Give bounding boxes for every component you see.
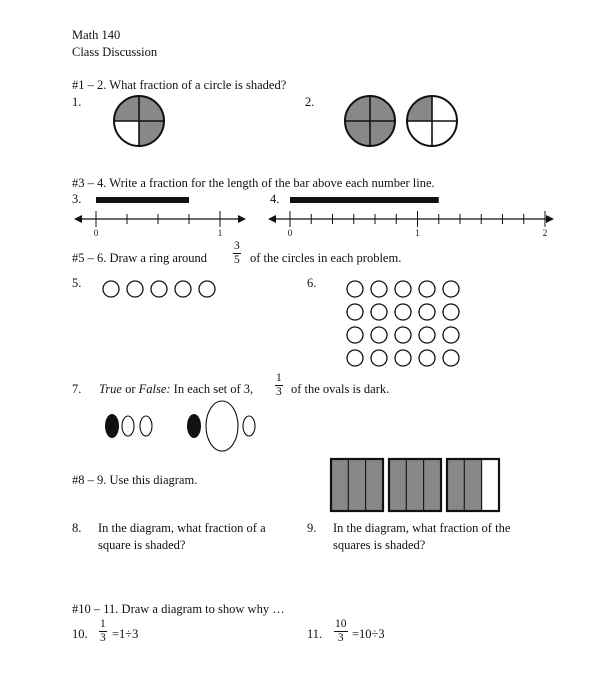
arrow-right bbox=[238, 215, 246, 223]
question-10-11-prompt: #10 – 11. Draw a diagram to show why … bbox=[72, 602, 285, 616]
question-6-number: 6. bbox=[307, 276, 317, 290]
fraction-circle-2a bbox=[345, 96, 395, 146]
question-8-text-line1: In the diagram, what fraction of a bbox=[98, 521, 266, 535]
grid-circle bbox=[419, 304, 435, 320]
question-10-equation: =1÷3 bbox=[112, 627, 139, 641]
arrow-left bbox=[268, 215, 276, 223]
grid-circle bbox=[371, 281, 387, 297]
shaded-strip bbox=[464, 459, 481, 511]
shaded-strip bbox=[331, 459, 348, 511]
fraction-numerator: 3 bbox=[234, 240, 240, 252]
course-title: Math 140 bbox=[72, 28, 121, 42]
question-3-number: 3. bbox=[72, 192, 82, 206]
shaded-strip bbox=[406, 459, 423, 511]
grid-circle bbox=[443, 281, 459, 297]
fraction-denominator: 3 bbox=[100, 631, 106, 644]
question-8-text-line2: square is shaded? bbox=[98, 538, 186, 552]
question-10-number: 10. bbox=[72, 627, 88, 641]
fraction-circles bbox=[114, 96, 457, 146]
page-subtitle: Class Discussion bbox=[72, 45, 158, 59]
fraction-denominator: 3 bbox=[337, 631, 344, 644]
question-2-number: 2. bbox=[305, 95, 315, 109]
question-7-text-start: In each set of 3, bbox=[170, 382, 254, 396]
unshaded-strip bbox=[482, 459, 499, 511]
grid-circle bbox=[395, 281, 411, 297]
question-3-4-prompt: #3 – 4. Write a fraction for the length of the bar above each number line. bbox=[72, 176, 435, 190]
oval-set-2 bbox=[187, 401, 255, 451]
question-11-equation: =10÷3 bbox=[352, 627, 385, 641]
grid-circle bbox=[395, 350, 411, 366]
question-7-text-end: of the ovals is dark. bbox=[291, 382, 390, 396]
shaded-strip bbox=[389, 459, 406, 511]
question-8-9-prompt: #8 – 9. Use this diagram. bbox=[72, 473, 198, 487]
grid-circle bbox=[347, 304, 363, 320]
question-8-number: 8. bbox=[72, 521, 82, 535]
light-oval bbox=[122, 416, 134, 436]
dark-oval bbox=[187, 414, 201, 438]
tick-label: 1 bbox=[415, 228, 420, 238]
grid-circle bbox=[443, 304, 459, 320]
arrow-left bbox=[74, 215, 82, 223]
fraction-numerator: 1 bbox=[100, 618, 106, 630]
tick-label: 1 bbox=[217, 228, 223, 238]
grid-circle bbox=[347, 281, 363, 297]
grid-circle bbox=[419, 281, 435, 297]
question-11-number: 11. bbox=[307, 627, 323, 641]
grid-circle bbox=[395, 304, 411, 320]
arrow-right bbox=[546, 215, 554, 223]
oval-set-1 bbox=[105, 414, 152, 438]
grid-circle bbox=[419, 350, 435, 366]
ring-circle bbox=[127, 281, 143, 297]
question-5-number: 5. bbox=[72, 276, 82, 290]
shaded-strip bbox=[366, 459, 383, 511]
diagram-square bbox=[331, 459, 383, 511]
diagram-square bbox=[447, 459, 499, 511]
question-9-number: 9. bbox=[307, 521, 317, 535]
question-9-text-line2: squares is shaded? bbox=[333, 538, 426, 552]
number-line-4 bbox=[268, 197, 554, 238]
question-5-6-prompt-end: of the circles in each problem. bbox=[250, 251, 402, 265]
light-oval bbox=[243, 416, 255, 436]
dark-oval bbox=[105, 414, 119, 438]
shaded-strip bbox=[447, 459, 464, 511]
tick-label: 0 bbox=[287, 228, 293, 238]
fraction-denominator: 5 bbox=[234, 253, 240, 266]
grid-circle bbox=[347, 350, 363, 366]
false-word: False: bbox=[138, 382, 171, 396]
number-line-3 bbox=[74, 197, 246, 238]
fraction-numerator: 10 bbox=[335, 618, 347, 630]
diagram-square bbox=[389, 459, 441, 511]
ring-circle bbox=[103, 281, 119, 297]
grid-circle bbox=[395, 327, 411, 343]
length-bar bbox=[96, 197, 189, 203]
or-word: or bbox=[121, 382, 139, 396]
question-1-number: 1. bbox=[72, 95, 82, 109]
grid-circle bbox=[371, 327, 387, 343]
circle-row-problem-5 bbox=[103, 281, 215, 297]
fraction-numerator: 1 bbox=[276, 372, 282, 384]
question-4-number: 4. bbox=[270, 192, 280, 206]
grid-circle bbox=[371, 304, 387, 320]
shaded-squares-diagram bbox=[331, 459, 499, 511]
question-7-number: 7. bbox=[72, 382, 82, 396]
fraction-circle-1 bbox=[114, 96, 164, 146]
grid-circle bbox=[443, 327, 459, 343]
length-bar bbox=[290, 197, 439, 203]
grid-circle bbox=[443, 350, 459, 366]
true-word: True bbox=[99, 382, 122, 396]
light-oval bbox=[140, 416, 152, 436]
tick-label: 2 bbox=[542, 228, 548, 238]
circle-grid-problem-6 bbox=[347, 281, 459, 366]
question-9-text-line1: In the diagram, what fraction of the bbox=[333, 521, 511, 535]
large-light-oval bbox=[206, 401, 238, 451]
shaded-strip bbox=[424, 459, 441, 511]
oval-sets-question-7 bbox=[105, 401, 255, 451]
fraction-denominator: 3 bbox=[276, 385, 282, 398]
fraction-circle-2b bbox=[407, 96, 457, 146]
tick-label: 0 bbox=[93, 228, 99, 238]
grid-circle bbox=[347, 327, 363, 343]
question-1-2-prompt: #1 – 2. What fraction of a circle is shaded? bbox=[72, 78, 287, 92]
ring-circle bbox=[151, 281, 167, 297]
question-5-6-prompt-start: #5 – 6. Draw a ring around bbox=[72, 251, 208, 265]
shaded-strip bbox=[348, 459, 365, 511]
grid-circle bbox=[419, 327, 435, 343]
ring-circle bbox=[175, 281, 191, 297]
grid-circle bbox=[371, 350, 387, 366]
ring-circle bbox=[199, 281, 215, 297]
